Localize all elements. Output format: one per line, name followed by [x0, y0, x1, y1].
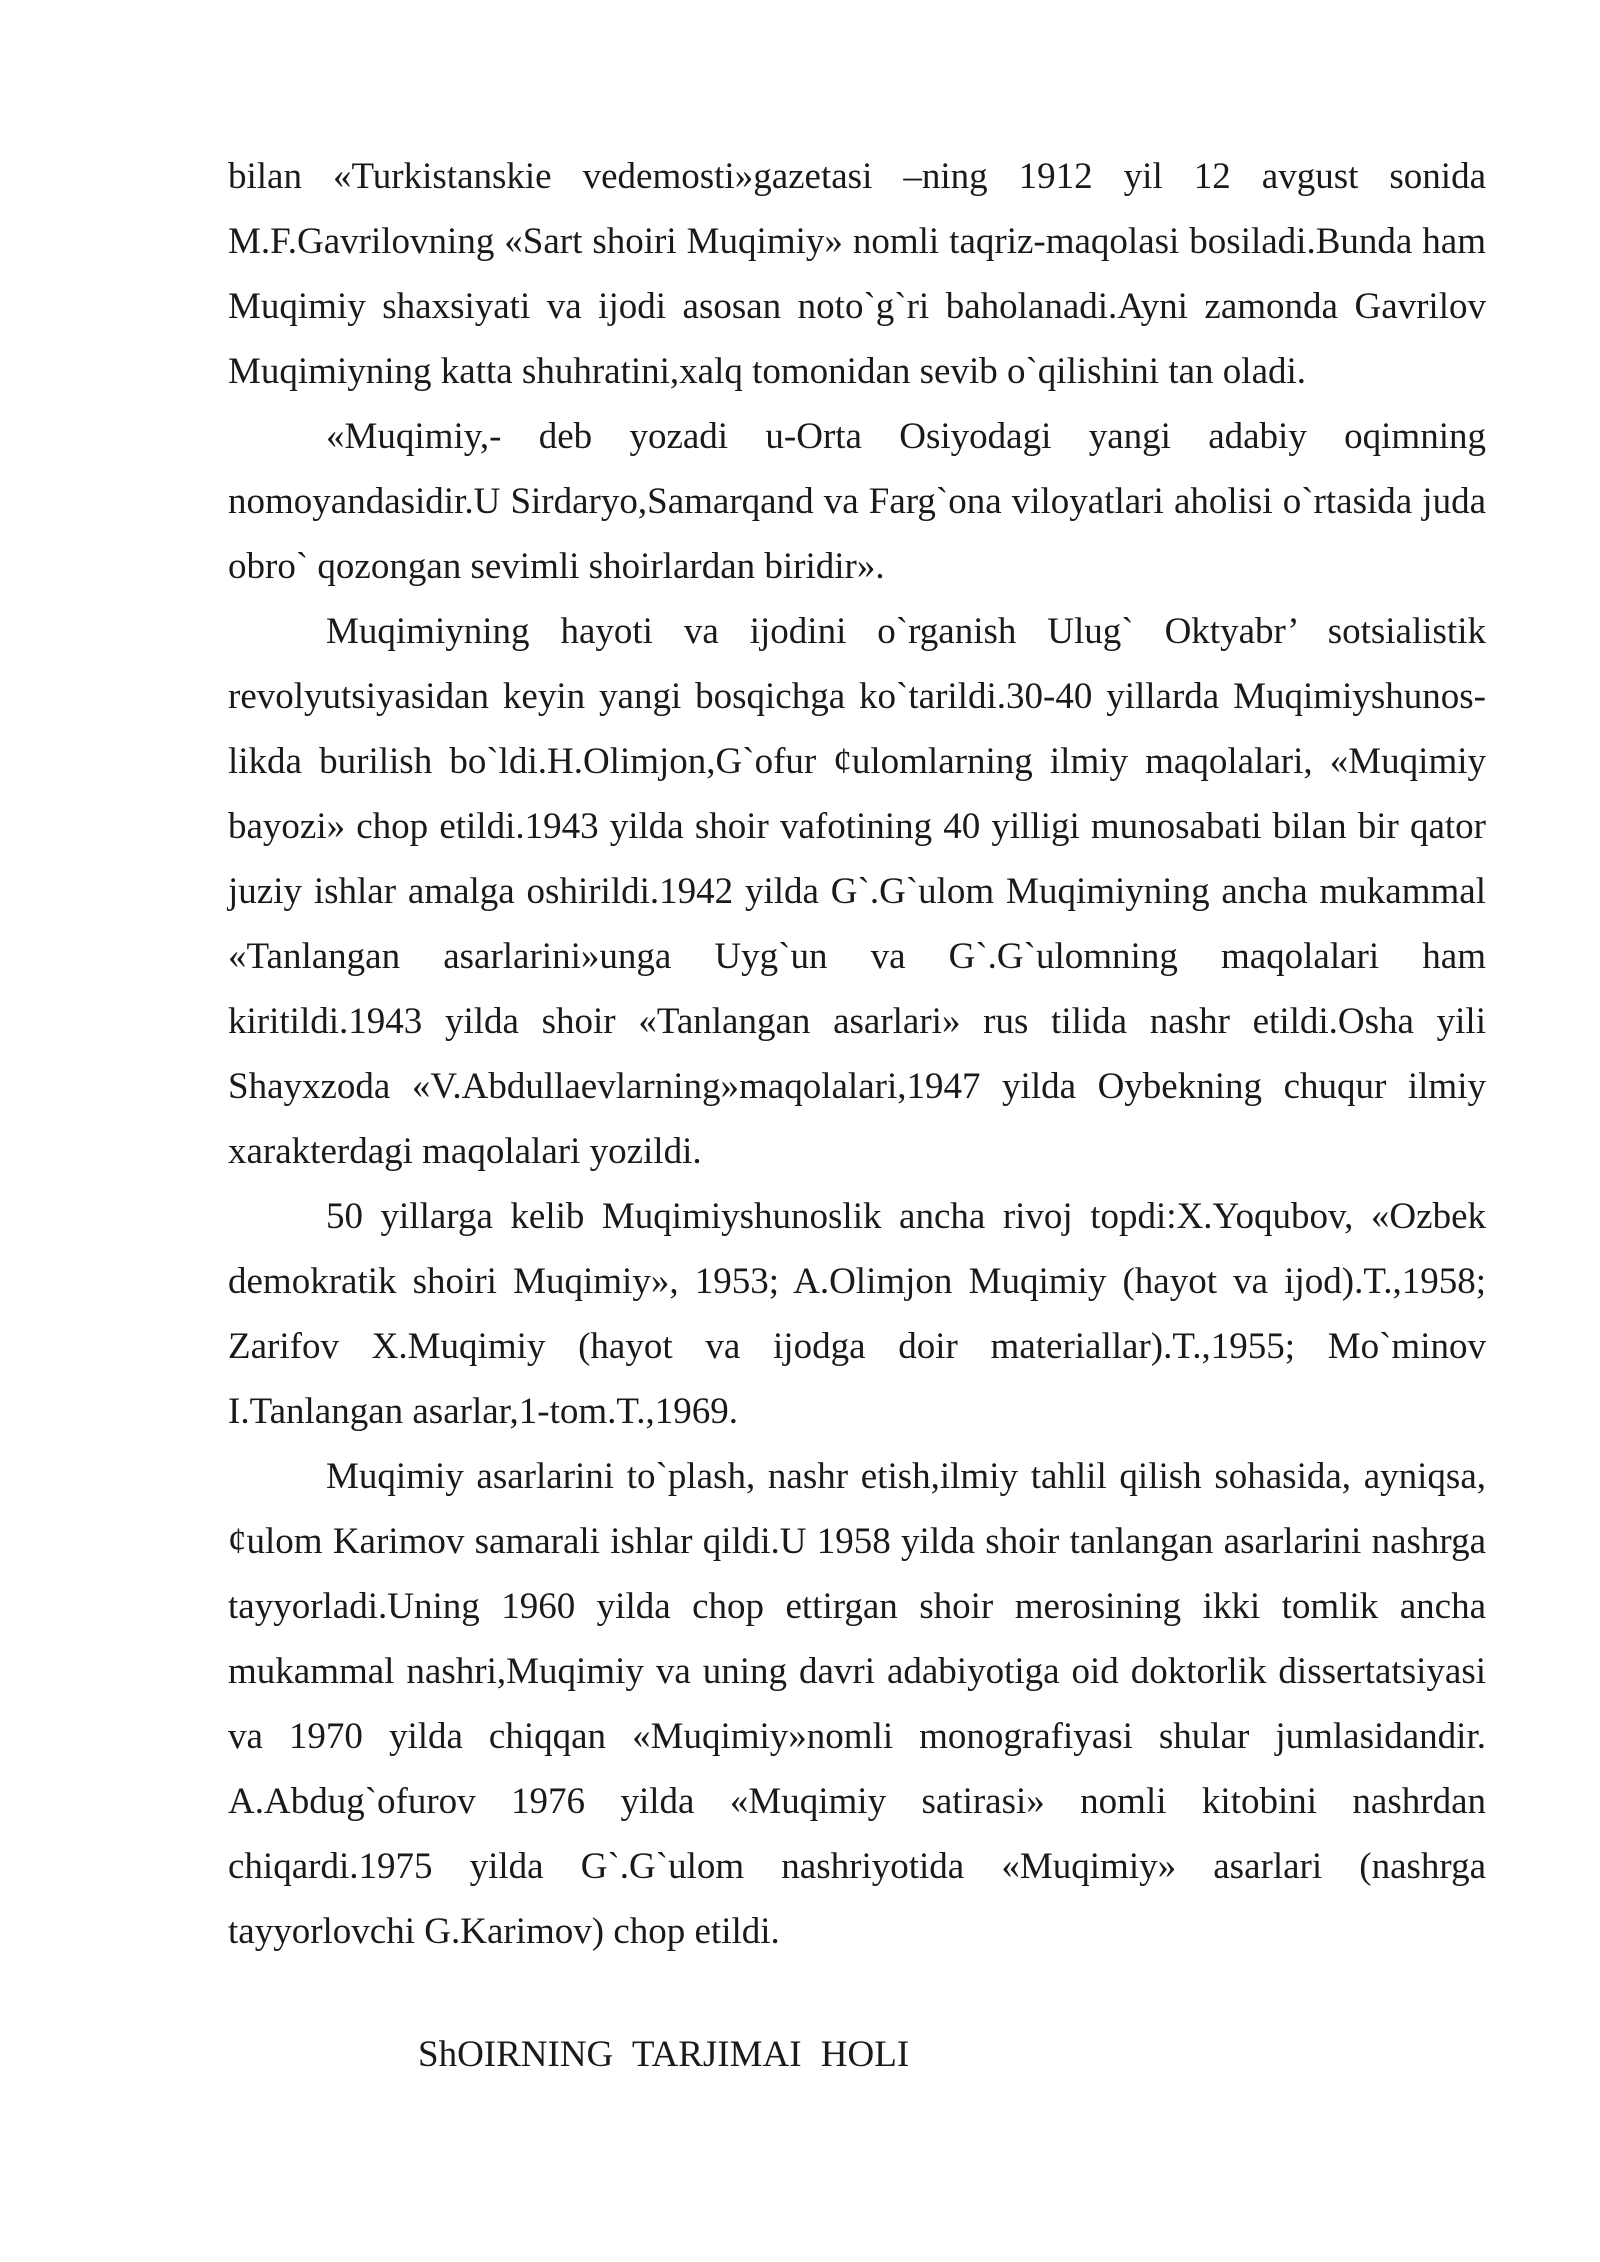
- paragraph-gavrilov-review: bilan «Turkistanskie vedemosti»gazetasi –ning 1912 yil 12 avgust sonida M.F.Gavrilovning «Sart shoiri Muqimiy» nomli taqriz-maqolasi bosiladi.Bunda ham Muqimiy shaxsiyati va ijodi asosan noto`g`ri baholanadi.Ayni zamonda Gavrilov Muqimiyning katta shuhratini,xalq tomonidan sevib o`qilishini tan oladi.: [228, 156, 1486, 392]
- paragraph-soviet-period: Muqimiyning hayoti va ijodini o`rganish Ulug` Oktyabr’ sotsialistik revolyutsiyasidan keyin yangi bosqichga ko`tarildi.30-40 yillarda Muqimiyshunos-likda burilish bo`ldi.H.Olimjon,G`ofur ¢ulomlarning ilmiy maqolalari, «Muqimiy bayozi» chop etildi.1943 yilda shoir vafotining 40 yilligi munosabati bilan bir qator juziy ishlar amalga oshirildi.1942 yilda G`.G`ulom Muqimiyning ancha mukammal «Tanlangan asarlarini»unga Uyg`un va G`.G`ulomning maqolalari ham kiritildi.1943 yilda shoir «Tanlangan asarlari» rus tilida nashr etildi.Osha yili Shayxzoda «V.Abdullaevlarning»maqolalari,1947 yilda Oybekning chuqur ilmiy xarakterdagi maqolalari yozildi.: [228, 611, 1486, 1172]
- paragraph-karimov: Muqimiy asarlarini to`plash, nashr etish,ilmiy tahlil qilish sohasida, ayniqsa, ¢ulom Karimov samarali ishlar qildi.U 1958 yilda shoir tanlangan asarlarini nashrga tayyorladi.Uning 1960 yilda chop ettirgan shoir merosining ikki tomlik ancha mukammal nashri,Muqimiy va uning davri adabiyotiga oid doktorlik dissertatsiyasi va 1970 yilda chiqqan «Muqimiy»nomli monografiyasi shular jumlasidandir. A.Abdug`ofurov 1976 yilda «Muqimiy satirasi» nomli kitobini nashrdan chiqardi.1975 yilda G`.G`ulom nashriyotida «Muqimiy» asarlari (nashrga tayyorlovchi G.Karimov) chop etildi.: [228, 1456, 1486, 1952]
- document-body: [228, 144, 1486, 1964]
- paragraph-fifties: 50 yillarga kelib Muqimiyshunoslik ancha rivoj topdi:X.Yoqubov, «Ozbek demokratik shoiri Muqimiy», 1953; A.Olimjon Muqimiy (hayot va ijod).T.,1958; Zarifov X.Muqimiy (hayot va ijodga doir materiallar).T.,1955; Mo`minov I.Tanlangan asarlar,1-tom.T.,1969.: [228, 1196, 1486, 1432]
- paragraph-quote: «Muqimiy,- deb yozadi u-Orta Osiyodagi yangi adabiy oqimning nomoyandasidir.U Sirdaryo,Samarqand va Farg`ona viloyatlari aholisi o`rtasida juda obro` qozongan sevimli shoirlardan biridir».: [228, 416, 1486, 587]
- section-heading: ShOIRNING TARJIMAI HOLI: [418, 2034, 910, 2075]
